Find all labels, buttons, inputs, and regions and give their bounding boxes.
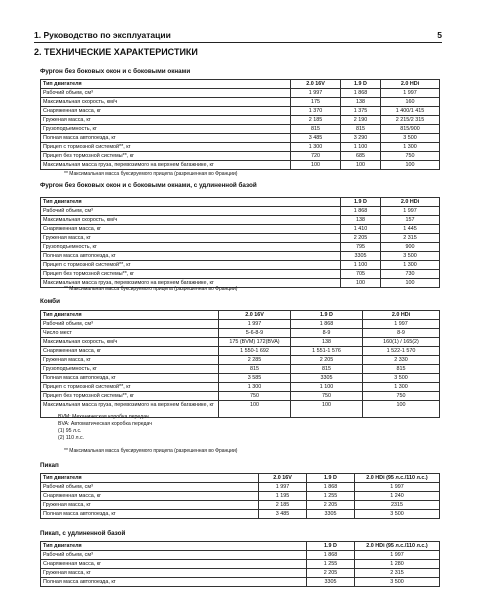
specs-table-pickup	[40, 473, 440, 519]
row-label: Тип двигателя	[41, 474, 259, 483]
row-label: Тип двигателя	[41, 80, 291, 89]
table-row	[41, 392, 440, 401]
table-row	[41, 329, 440, 338]
cell-value: 1 551-1 576	[291, 347, 363, 356]
cell-value: 8-9	[291, 329, 363, 338]
table-row	[41, 483, 440, 492]
specs-table-van	[40, 79, 440, 170]
cell-value: 157	[381, 216, 440, 225]
table-row	[41, 270, 440, 279]
header-rule	[34, 42, 442, 43]
cell-value: 175 (BVM) 172(BVA)	[219, 338, 291, 347]
cell-value: 2.0 16V	[259, 474, 307, 483]
table-row	[41, 383, 440, 392]
row-label: Снаряженная масса, кг	[41, 347, 219, 356]
row-label: Снаряженная масса, кг	[41, 560, 307, 569]
row-label: Прицеп без тормозной системы**, кг	[41, 392, 219, 401]
cell-value: 1 255	[307, 560, 355, 569]
cell-value: 138	[341, 216, 381, 225]
cell-value: 2 215/2 315	[381, 116, 440, 125]
row-label: Снаряженная масса, кг	[41, 492, 259, 501]
row-label: Груженая масса, кг	[41, 501, 259, 510]
table-row	[41, 152, 440, 161]
table-header-row	[41, 542, 440, 551]
cell-value: 1 997	[381, 89, 440, 98]
row-label: Прицеп без тормозной системы**, кг	[41, 270, 341, 279]
cell-value: 2 330	[363, 356, 440, 365]
cell-value: 3305	[341, 252, 381, 261]
row-label: Тип двигателя	[41, 198, 341, 207]
table-row	[41, 374, 440, 383]
cell-value: 100	[381, 279, 440, 288]
cell-value: 2 205	[307, 569, 355, 578]
table-row	[41, 338, 440, 347]
cell-value: 750	[363, 392, 440, 401]
cell-value: 2.0 HDi	[381, 198, 440, 207]
cell-value: 2 185	[291, 116, 341, 125]
row-label: Груженая масса, кг	[41, 356, 219, 365]
cell-value: 2 190	[341, 116, 381, 125]
cell-value: 1 550-1 692	[219, 347, 291, 356]
cell-value: 138	[341, 98, 381, 107]
row-label: Рабочий объем, см³	[41, 89, 291, 98]
cell-value: 1 868	[307, 551, 355, 560]
cell-value: 2 315	[355, 569, 440, 578]
cell-value: 138	[291, 338, 363, 347]
cell-value: 750	[381, 152, 440, 161]
cell-value: 795	[341, 243, 381, 252]
cell-value: 1 997	[219, 320, 291, 329]
legend-line: (2) 110 л.с.	[58, 435, 84, 441]
cell-value: 1.9 D	[307, 542, 355, 551]
specs-table-kombi	[40, 310, 440, 418]
cell-value: 100	[291, 401, 363, 418]
table-row	[41, 98, 440, 107]
cell-value: 1 868	[341, 207, 381, 216]
table-row	[41, 207, 440, 216]
table-row	[41, 243, 440, 252]
cell-value: 750	[219, 392, 291, 401]
table-row	[41, 261, 440, 270]
cell-value: 3305	[307, 578, 355, 587]
table-header-row	[41, 474, 440, 483]
page-header	[34, 30, 442, 40]
cell-value: 1 100	[291, 383, 363, 392]
cell-value: 3 500	[381, 252, 440, 261]
cell-value: 1 868	[291, 320, 363, 329]
cell-value: 3305	[291, 374, 363, 383]
cell-value: 100	[341, 161, 381, 170]
cell-value: 1 370	[291, 107, 341, 116]
row-label: Рабочий объем, см³	[41, 207, 341, 216]
cell-value: 1 868	[341, 89, 381, 98]
cell-value: 1 522-1 570	[363, 347, 440, 356]
table1-note: ** Максимальная масса буксируемого прицепа (разрешенная во Франции)	[64, 171, 238, 177]
row-label: Груженая масса, кг	[41, 569, 307, 578]
legend-line: BVA: Автоматическая коробка передач	[58, 421, 153, 427]
cell-value: 1 997	[355, 551, 440, 560]
table3-title: Комби	[40, 298, 60, 305]
cell-value: 705	[341, 270, 381, 279]
cell-value: 1 100	[341, 261, 381, 270]
row-label: Прицеп с тормозной системой**, кг	[41, 143, 291, 152]
kombi-legend	[58, 414, 152, 442]
cell-value: 1.9 D	[341, 198, 381, 207]
table-row	[41, 569, 440, 578]
specs-table-pickup-long	[40, 541, 440, 587]
legend-line: (1) 95 л.с.	[58, 428, 82, 434]
table2-note: ** Максимальная масса буксируемого прицепа (разрешенная во Франции)	[64, 286, 238, 292]
table-row	[41, 578, 440, 587]
row-label: Максимальная масса груза, перевозимого на верхнем багажнике, кг	[41, 161, 291, 170]
cell-value: 2 205	[341, 234, 381, 243]
cell-value: 815	[363, 365, 440, 374]
cell-value: 685	[341, 152, 381, 161]
table-row	[41, 107, 440, 116]
cell-value: 2 205	[291, 356, 363, 365]
table-row	[41, 134, 440, 143]
cell-value: 2.0 HDi	[381, 80, 440, 89]
row-label: Максимальная скорость, км/ч	[41, 98, 291, 107]
cell-value: 815	[291, 125, 341, 134]
header-title: 1. Руководство по эксплуатации	[34, 30, 171, 40]
table1-title: Фургон без боковых окон и с боковыми окнами	[40, 68, 191, 75]
row-label: Тип двигателя	[41, 542, 307, 551]
specs-table-van-long	[40, 197, 440, 288]
row-label: Полная масса автопоезда, кг	[41, 374, 219, 383]
cell-value: 2 315	[381, 234, 440, 243]
row-label: Максимальная скорость, км/ч	[41, 216, 341, 225]
cell-value: 815	[219, 365, 291, 374]
table-row	[41, 501, 440, 510]
table-row	[41, 161, 440, 170]
cell-value: 1 997	[363, 320, 440, 329]
table-row	[41, 216, 440, 225]
cell-value: 720	[291, 152, 341, 161]
cell-value: 900	[381, 243, 440, 252]
cell-value: 2 205	[307, 501, 355, 510]
cell-value: 3 585	[219, 374, 291, 383]
row-label: Грузоподъемность, кг	[41, 243, 341, 252]
cell-value: 2 185	[259, 501, 307, 510]
table-row	[41, 356, 440, 365]
cell-value: 1 300	[381, 143, 440, 152]
row-label: Грузоподъемность, кг	[41, 365, 219, 374]
cell-value: 2.0 HDi	[363, 311, 440, 320]
table-row	[41, 551, 440, 560]
row-label: Тип двигателя	[41, 311, 219, 320]
cell-value: 1 400/1 415	[381, 107, 440, 116]
table-row	[41, 234, 440, 243]
cell-value: 3 485	[291, 134, 341, 143]
cell-value: 160(1) / 165(2)	[363, 338, 440, 347]
table5-title: Пикап, с удлиненной базой	[40, 530, 126, 537]
table-row	[41, 365, 440, 374]
row-label: Максимальная масса груза, перевозимого на верхнем багажнике, кг	[41, 401, 219, 418]
row-label: Рабочий объем, см³	[41, 320, 219, 329]
cell-value: 100	[291, 161, 341, 170]
table-row	[41, 252, 440, 261]
cell-value: 1.9 D	[291, 311, 363, 320]
table-row	[41, 560, 440, 569]
cell-value: 1 300	[363, 383, 440, 392]
cell-value: 3 500	[355, 578, 440, 587]
section-title: 2. ТЕХНИЧЕСКИЕ ХАРАКТЕРИСТИКИ	[34, 47, 198, 57]
table-row	[41, 116, 440, 125]
cell-value: 1 997	[355, 483, 440, 492]
cell-value: 1 240	[355, 492, 440, 501]
cell-value: 1 255	[307, 492, 355, 501]
cell-value: 8-9	[363, 329, 440, 338]
cell-value: 1 445	[381, 225, 440, 234]
cell-value: 100	[381, 161, 440, 170]
row-label: Снаряженная масса, кг	[41, 107, 291, 116]
cell-value: 5-6-8-9	[219, 329, 291, 338]
cell-value: 2 285	[219, 356, 291, 365]
cell-value: 3 500	[355, 510, 440, 519]
row-label: Число мест	[41, 329, 219, 338]
cell-value: 1 280	[355, 560, 440, 569]
table3-note: ** Максимальная масса буксируемого прицепа (разрешенная во Франции)	[64, 448, 238, 454]
cell-value: 1 300	[381, 261, 440, 270]
row-label: Рабочий объем, см³	[41, 483, 259, 492]
cell-value: 730	[381, 270, 440, 279]
row-label: Рабочий объем, см³	[41, 551, 307, 560]
row-label: Прицеп с тормозной системой**, кг	[41, 383, 219, 392]
cell-value: 1 997	[381, 207, 440, 216]
cell-value: 2.0 16V	[291, 80, 341, 89]
cell-value: 3 500	[363, 374, 440, 383]
cell-value: 1 300	[219, 383, 291, 392]
page-number: 5	[437, 30, 442, 40]
cell-value: 750	[291, 392, 363, 401]
table-row	[41, 89, 440, 98]
table-row	[41, 510, 440, 519]
cell-value: 1.9 D	[341, 80, 381, 89]
cell-value: 2315	[355, 501, 440, 510]
row-label: Полная масса автопоезда, кг	[41, 134, 291, 143]
table-row	[41, 492, 440, 501]
row-label: Прицеп с тормозной системой**, кг	[41, 261, 341, 270]
cell-value: 2.0 HDi (95 л.с./110 л.с.)	[355, 542, 440, 551]
cell-value: 160	[381, 98, 440, 107]
cell-value: 175	[291, 98, 341, 107]
cell-value: 100	[219, 401, 291, 418]
cell-value: 1 997	[259, 483, 307, 492]
cell-value: 2.0 HDi (95 л.с./110 л.с.)	[355, 474, 440, 483]
cell-value: 2.0 16V	[219, 311, 291, 320]
cell-value: 1 100	[341, 143, 381, 152]
cell-value: 1 868	[307, 483, 355, 492]
row-label: Груженая масса, кг	[41, 116, 291, 125]
table-header-row	[41, 198, 440, 207]
table-row	[41, 320, 440, 329]
cell-value: 815/900	[381, 125, 440, 134]
cell-value: 100	[363, 401, 440, 418]
cell-value: 3 290	[341, 134, 381, 143]
table-header-row	[41, 80, 440, 89]
row-label: Максимальная скорость, км/ч	[41, 338, 219, 347]
row-label: Прицеп без тормозной системы**, кг	[41, 152, 291, 161]
row-label: Полная масса автопоезда, кг	[41, 578, 307, 587]
row-label: Полная масса автопоезда, кг	[41, 252, 341, 261]
row-label: Полная масса автопоезда, кг	[41, 510, 259, 519]
cell-value: 815	[291, 365, 363, 374]
table-row	[41, 125, 440, 134]
cell-value: 100	[341, 279, 381, 288]
row-label: Грузоподъемность, кг	[41, 125, 291, 134]
table2-title: Фургон без боковых окон и с боковыми окнами, с удлиненной базой	[40, 182, 257, 189]
row-label: Снаряженная масса, кг	[41, 225, 341, 234]
table-row	[41, 347, 440, 356]
cell-value: 1 997	[291, 89, 341, 98]
cell-value: 3 500	[381, 134, 440, 143]
table-row	[41, 225, 440, 234]
cell-value: 1 375	[341, 107, 381, 116]
row-label: Груженая масса, кг	[41, 234, 341, 243]
cell-value: 3305	[307, 510, 355, 519]
cell-value: 1.9 D	[307, 474, 355, 483]
table-row	[41, 143, 440, 152]
cell-value: 815	[341, 125, 381, 134]
cell-value: 3 485	[259, 510, 307, 519]
cell-value: 1 410	[341, 225, 381, 234]
legend-line: BVM: Механическая коробка передач	[58, 414, 149, 420]
cell-value: 1 300	[291, 143, 341, 152]
row-label: Максимальная масса груза, перевозимого на верхнем багажнике, кг	[41, 279, 341, 288]
cell-value: 1 195	[259, 492, 307, 501]
table-header-row	[41, 311, 440, 320]
table4-title: Пикап	[40, 462, 59, 469]
